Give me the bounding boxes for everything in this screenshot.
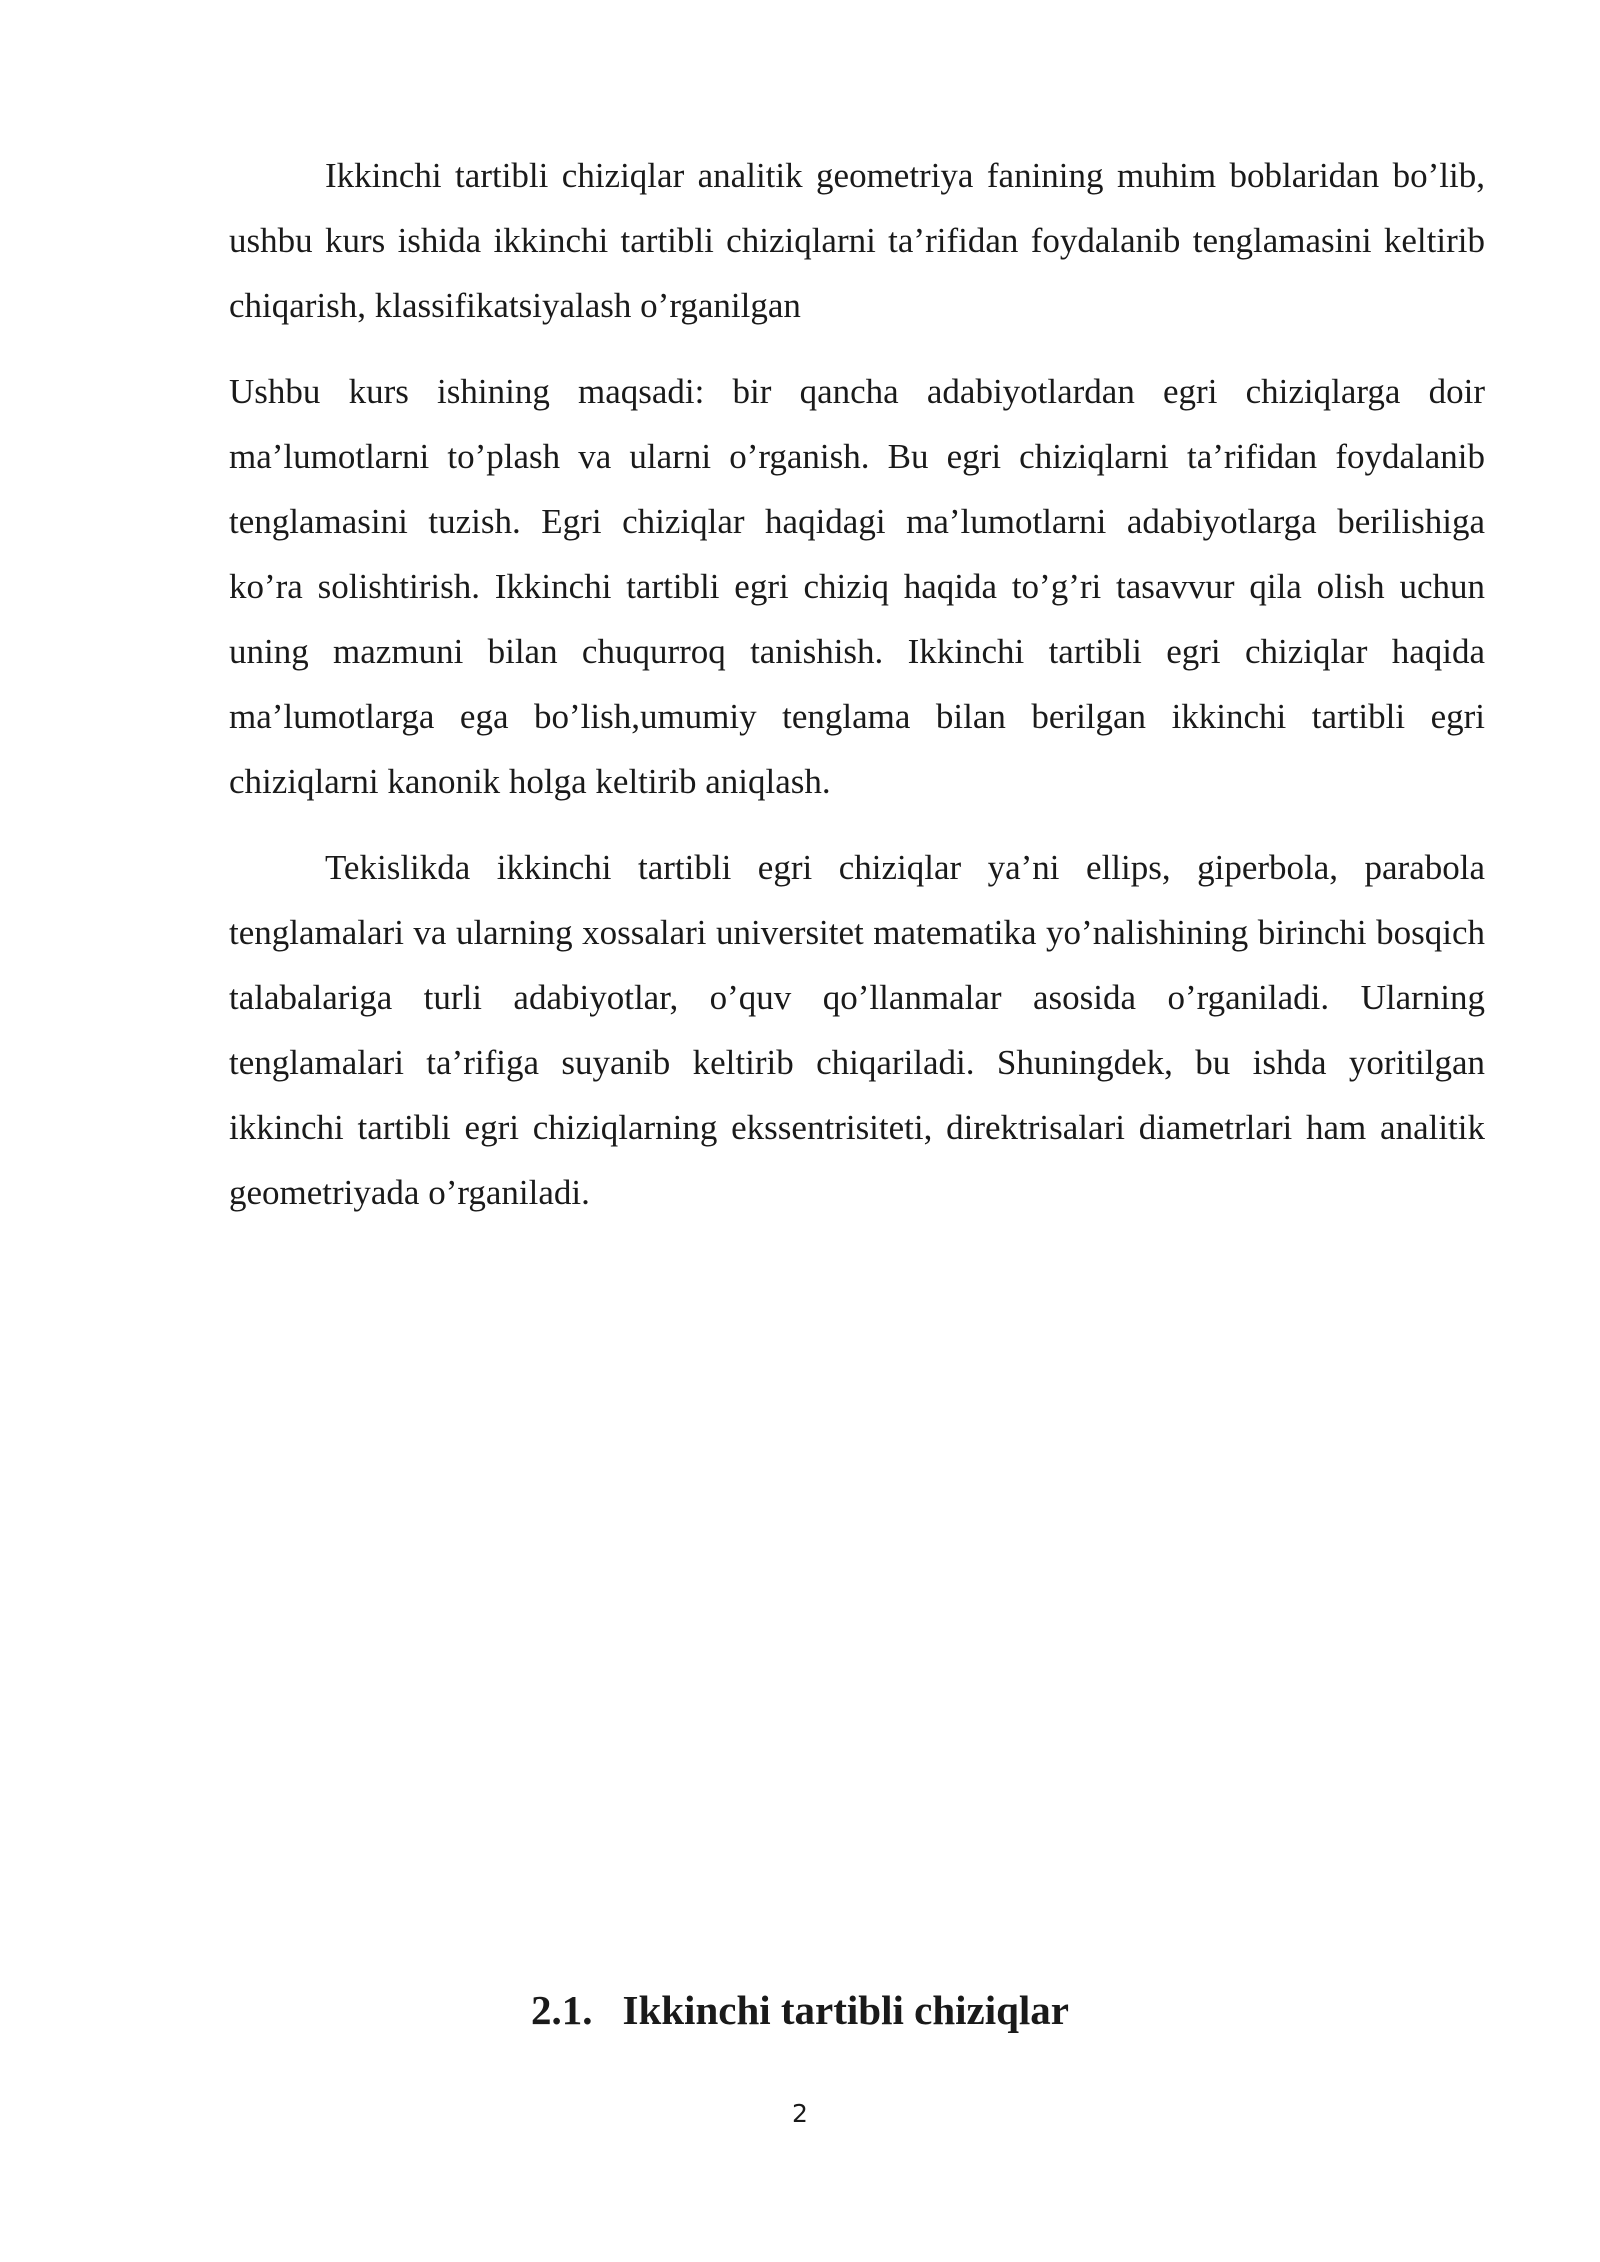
section-number: 2.1. bbox=[531, 1987, 593, 2033]
page-number: 2 bbox=[792, 2099, 808, 2128]
section-title: Ikkinchi tartibli chiziqlar bbox=[622, 1987, 1069, 2033]
body-text bbox=[229, 143, 1485, 1225]
paragraph-introduction: Ikkinchi tartibli chiziqlar analitik geometriya fanining muhim boblaridan bo’lib, ushbu kurs ishida ikkinchi tartibli chiziqlarni ta’rifidan foydalanib tenglamasini keltirib chiqarish, klassifikatsiyalash o’rganilgan bbox=[229, 156, 1485, 325]
paragraph-purpose: Ushbu kurs ishining maqsadi: bir qancha adabiyotlardan egri chiziqlarga doir ma’lumotlarni to’plash va ularni o’rganish. Bu egri chiziqlarni ta’rifidan foydalanib tenglamasini tuzish. Egri chiziqlar haqidagi ma’lumotlarni adabiyotlarga berilishiga ko’ra solishtirish. Ikkinchi tartibli egri chiziq haqida to’g’ri tasavvur qila olish uchun uning mazmuni bilan chuqurroq tanishish. Ikkinchi tartibli egri chiziqlar haqida ma’lumotlarga ega bo’lish,umumiy tenglama bilan berilgan ikkinchi tartibli egri chiziqlarni kanonik holga keltirib aniqlash. bbox=[229, 372, 1485, 801]
paragraph-scope: Tekislikda ikkinchi tartibli egri chiziqlar ya’ni ellips, giperbola, parabola tenglamalari va ularning xossalari universitet matematika yo’nalishining birinchi bosqich talabalariga turli adabiyotlar, o’quv qo’llanmalar asosida o’rganiladi. Ularning tenglamalari ta’rifiga suyanib keltirib chiqariladi. Shuningdek, bu ishda yoritilgan ikkinchi tartibli egri chiziqlarning ekssentrisiteti, direktrisalari diametrlari ham analitik geometriyada o’rganiladi. bbox=[229, 848, 1485, 1212]
section-heading bbox=[0, 1982, 1600, 2038]
